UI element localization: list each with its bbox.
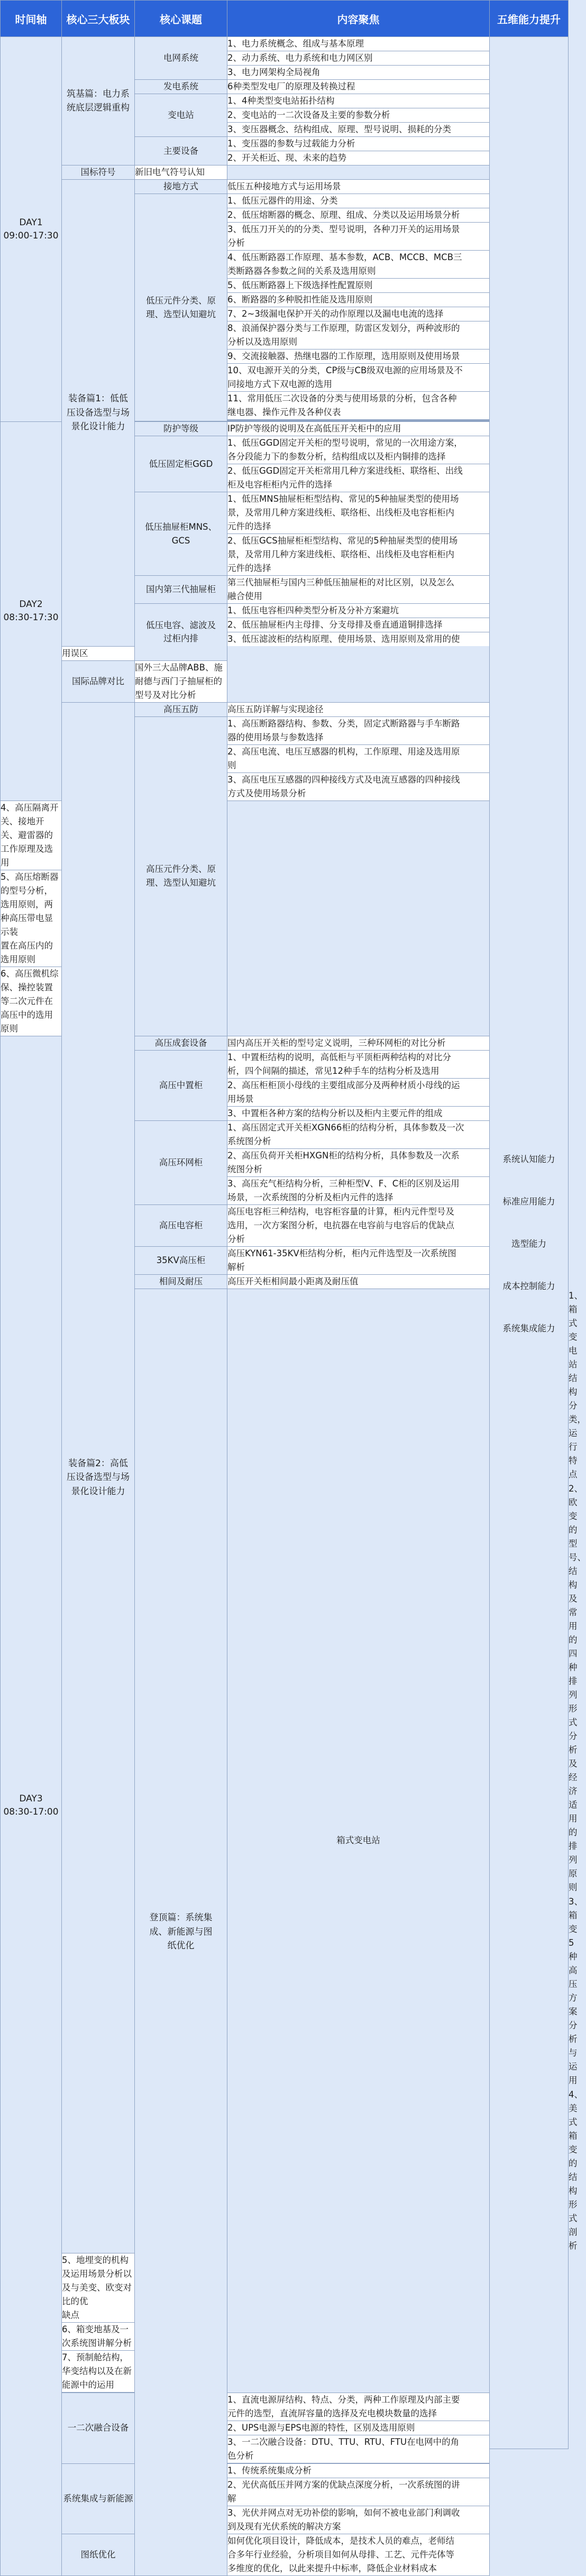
content-line: 2、低压GCS抽屉柜柜型结构、常见的5种抽屉类型的使用场 xyxy=(227,534,490,548)
content-line: 1、低压电容柜四种类型分析及分补方案避坑 xyxy=(227,604,490,618)
table-row: 3、箱变5种高压方案分析与运用 xyxy=(569,1896,583,2085)
content-line: 同接地方式下双电源的选用 xyxy=(227,378,490,392)
topic-ip-rating: 防护等级 xyxy=(135,422,227,436)
content-line: 8、浪涌保护器分类与工作原理，防雷区发划分，两种波形的 xyxy=(227,321,490,336)
content-line: 6、高压微机综保、操控装置等二次元件在高压中的选用原则 xyxy=(1,967,62,1036)
content-line: 景，及常用几种方案进线柜、联络柜、出线柜及电容柜柜内 xyxy=(227,548,490,562)
content-line: 1、低压MNS抽屉柜柜型结构、常见的5种抽屉类型的使用场 xyxy=(227,492,490,507)
content-line: 1、电力系统概念、组成与基本原理 xyxy=(227,37,490,51)
topic-phase-voltage: 相间及耐压 xyxy=(135,1274,227,1289)
topic-generation: 发电系统 xyxy=(135,80,227,94)
day3-cell xyxy=(1,1036,62,2575)
topic-hv-switchgear: 高压成套设备 xyxy=(135,1036,227,1050)
content-line: 新旧电气符号认知 xyxy=(135,165,227,180)
content-line: 1、变压器的参数与过载能力分析 xyxy=(227,137,490,151)
content-line: 3、高压充气柜结构分析，三种柜型V、F、C柜的区别及运用 xyxy=(227,1176,490,1191)
table-row: 2、欧变的型号、结构及常用的四种排列形式分析及经济适用 xyxy=(569,1483,586,1824)
content-line: 元件的选型，直流屏容量的选择及充电模块数量的选择 xyxy=(227,2407,490,2421)
content-line: 2、低压熔断器的概念、原理、组成、分类以及运用场景分析 xyxy=(227,208,490,223)
content-line: 6、箱变地基及一次系统图讲解分析 xyxy=(62,2322,135,2350)
content-line: 9、交流接触器、热继电器的工作原理，选用原则及使用场景 xyxy=(227,349,490,364)
content-line: 系统图分析 xyxy=(227,1135,490,1149)
content-line: 1、高压固定式开关柜XGN66柜的结构分析，具体参数及一次 xyxy=(227,1120,490,1135)
topic-ggd: 低压固定柜GGD xyxy=(135,436,227,492)
content-line: 分析 xyxy=(227,1232,490,1247)
ability-item: 成本控制能力 xyxy=(502,1281,555,1291)
table-row xyxy=(1,2463,569,2478)
table-row xyxy=(1,660,569,702)
content-line: 1、4种类型变电站拓扑结构 xyxy=(227,94,490,108)
content-line: 解 xyxy=(227,2492,490,2506)
content-line: 缺点 xyxy=(62,2308,135,2323)
content-line: 置在高压内的选用原则 xyxy=(1,939,62,967)
content-line: 高压电容柜三种结构，电容柜容量的计算，柜内元件型号及 xyxy=(227,1204,490,1219)
content-line: 7、2~3级漏电保护开关的动作原理以及漏电电流的选择 xyxy=(227,307,490,321)
content-line: 元件的选择 xyxy=(227,562,490,576)
table-row xyxy=(1,646,569,660)
content-line: 2、低压GGD固定开关柜常用几种方案进线柜、联络柜、出线 xyxy=(227,464,490,479)
content-line: 解析 xyxy=(227,1261,490,1275)
content-line: 1、高压断路器结构、参数、分类，固定式断路器与手车断路 xyxy=(227,716,490,731)
table-row xyxy=(1,2534,569,2548)
content-line: 2、开关柜近、现、未来的趋势 xyxy=(227,151,490,165)
topic-primary-secondary: 一二次融合设备 xyxy=(62,2393,135,2463)
content-line: 2、高压电流、电压互感器的机构，工作原理、用途及选用原 xyxy=(227,744,490,759)
header-timeline: 时间轴 xyxy=(1,1,62,37)
content-line: 色分析 xyxy=(227,2449,490,2463)
content-line: 3、光伏并网点对无功补偿的影响，如何不被电业部门利调收 xyxy=(227,2506,490,2520)
table-row xyxy=(1,2393,569,2407)
content-line: 2、动力系统、电力系统和电力网区别 xyxy=(227,51,490,66)
content-line: 1、低压GGD固定开关柜的型号说明，常见的一次用途方案， xyxy=(227,436,490,450)
content-line: 第三代抽屉柜与国内三种低压抽屉柜的对比区别，以及怎么 xyxy=(227,576,490,590)
content-line: 国内高压开关柜的型号定义说明，三种环网柜的对比分析 xyxy=(227,1036,490,1050)
content-line: 用误区 xyxy=(62,646,135,660)
module-hv-equipment: 装备篇2：高低 压设备选型与场 景化设计能力 xyxy=(62,702,135,2253)
topic-box-substation: 箱式变电站 xyxy=(227,1289,490,2393)
topic-main-equipment: 主要设备 xyxy=(135,137,227,165)
topic-substation: 变电站 xyxy=(135,94,227,137)
content-line: 2、光伏高低压并网方案的优缺点深度分析，一次系统图的讲 xyxy=(227,2478,490,2492)
content-line: 高压开关柜相间最小距离及耐压值 xyxy=(227,1274,490,1289)
content-line: 如何优化项目设计，降低成本，是技术人员的难点，老师结 xyxy=(227,2534,490,2548)
topic-integration-new-energy: 系统集成与新能源 xyxy=(62,2463,135,2534)
topic-capacitor-filter: 低压电容、滤波及 过柜内排 xyxy=(135,604,227,661)
header-topics: 核心课题 xyxy=(135,1,227,37)
topic-hv-center-cabinet: 高压中置柜 xyxy=(135,1050,227,1120)
content-line: 场景，一次系统图的分析及柜内元件的选择 xyxy=(227,1191,490,1205)
day-label: DAY1 xyxy=(19,217,43,228)
content-line: 元件的选择 xyxy=(227,520,490,534)
table-row xyxy=(1,37,569,51)
content-line: 3、高压电压互感器的四种接线方式及电流互感器的四种接线 xyxy=(227,772,490,787)
content-line: 器的使用场景与参数选择 xyxy=(227,731,490,745)
content-line: 5、低压断路器上下级选择性配置原则 xyxy=(227,279,490,293)
day-label: DAY3 xyxy=(19,1793,43,1805)
content-line: 选用，一次方案图分析，电抗器在电容前与电容后的优缺点 xyxy=(227,1219,490,1232)
topic-drawing-optimization: 图纸优化 xyxy=(62,2534,135,2575)
content-line: 高压五防详解与实现途径 xyxy=(227,702,490,716)
content-line: 1、低压元器件的用途、分类 xyxy=(227,194,490,208)
ability-item: 标准应用能力 xyxy=(502,1196,555,1207)
content-line: 2、高压负荷开关柜HXGN柜的结构分析，具体参数及一次系 xyxy=(227,1148,490,1163)
content-line: 柜及电容柜柜内元件的选择 xyxy=(227,478,490,492)
content-line: 3、低压滤波柜的结构原理、使用场景、选用原则及常用的使 xyxy=(227,632,490,647)
content-line: 5、高压熔断器的型号分析，选用原则，两种高压带电显示装 xyxy=(1,870,62,939)
topic-lv-components: 低压元件分类、原 理、选型认知避坑 xyxy=(135,194,227,421)
topic-third-gen: 国内第三代抽屉柜 xyxy=(135,576,227,604)
content-line: 3、中置柜各种方案的结构分析以及柜内主要元件的组成 xyxy=(227,1106,490,1120)
module-lv-equipment: 装备篇1：低低 压设备选型与场 景化设计能力 xyxy=(62,180,135,647)
content-line: 2、变电站的一二次设备及主要的参数分析 xyxy=(227,108,490,123)
table-row: 的排列原则 xyxy=(569,1827,578,1892)
table-row: 4、美式箱变的结构形式剖析 xyxy=(569,2089,583,2251)
content-line: 11、常用低压二次设备的分类与使用场景的分析，包含各种 xyxy=(227,392,490,406)
topic-35kv: 35KV高压柜 xyxy=(135,1246,227,1274)
content-line: 3、变压器概念、结构组成、原理、型号说明、损耗的分类 xyxy=(227,123,490,137)
content-line: 继电器、操作元件及各种仪表 xyxy=(227,406,490,420)
content-line: 2、高压柜柜顶小母线的主要组成部分及两种材质小母线的运 xyxy=(227,1078,490,1092)
header-content: 内容聚焦 xyxy=(227,1,490,37)
topic-hv-five-prevention: 高压五防 xyxy=(135,702,227,716)
content-line: 3、电力网架构全局视角 xyxy=(227,66,490,80)
day-time: 08:30-17:00 xyxy=(3,1807,59,1817)
header-abilities: 五维能力提升 xyxy=(490,1,569,37)
header-row xyxy=(1,1,569,37)
topic-gb-symbols: 国标符号 xyxy=(62,165,135,180)
content-line: 高压KYN61-35KV柜结构分析，柜内元件选型及一次系统图 xyxy=(227,1246,490,1261)
module-foundation: 筑基篇：电力系 统底层逻辑重构 xyxy=(62,37,135,165)
content-line: 多维度的优化，以此来提升中标率，降低企业材料成本 xyxy=(227,2562,490,2576)
ability-item: 选型能力 xyxy=(511,1238,546,1249)
content-line: 析，四个间隔的描述，常见12种手车的结构分析及选用 xyxy=(227,1064,490,1079)
content-line: 3、一二次融合设备：DTU、TTU、RTU、FTU在电网中的角 xyxy=(227,2435,490,2449)
content-line: 6、断路器的多种脱扣性能及选用原则 xyxy=(227,293,490,307)
topic-grounding: 接地方式 xyxy=(135,180,227,194)
day1-cell xyxy=(1,37,62,422)
content-line: 7、预制舱结构，华变结构以及在新能源中的运用 xyxy=(62,2350,135,2392)
topic-hv-components: 高压元件分类、原 理、选型认知避坑 xyxy=(135,716,227,1036)
content-line: 则 xyxy=(227,759,490,773)
content-line: 方式及使用场景分析 xyxy=(227,787,490,801)
topic-ring-main-unit: 高压环网柜 xyxy=(135,1120,227,1204)
day-time: 09:00-17:30 xyxy=(3,230,59,241)
content-line: 景，及常用几种方案进线柜、联络柜、出线柜及电容柜柜内 xyxy=(227,506,490,520)
table-row: 登顶篇：系统集 成、新能源与图 纸优化 箱式变电站 1、箱式变电站结构分类，运行特点 xyxy=(1,1289,569,1482)
table-row xyxy=(1,180,569,194)
content-line: 合多年行业经验，分析项目如何从母排、工艺、元件壳体等 xyxy=(227,2548,490,2562)
topic-mns-gcs: 低压抽屉柜MNS、 GCS xyxy=(135,492,227,576)
content-line: 2、UPS电源与EPS电源的特性，区别及选用原则 xyxy=(227,2421,490,2435)
content-line: 5、地埋变的机构及运用场景分析以及与美变、欧变对比的优 xyxy=(62,2253,135,2308)
content-line: 3、低压刀开关的的分类、型号说明，各种刀开关的运用场景 xyxy=(227,223,490,237)
day-time: 08:30-17:30 xyxy=(3,612,59,623)
content-line: 1、直流电源屏结构、特点、分类，两种工作原理及内部主要 xyxy=(227,2393,490,2407)
table-row xyxy=(1,702,569,716)
content-line: 统图分析 xyxy=(227,1163,490,1177)
content-line: 国外三大品牌ABB、施耐德与西门子抽屉柜的型号及对比分析 xyxy=(135,660,227,702)
content-line: 融合使用 xyxy=(227,590,490,604)
module-system-integration: 登顶篇：系统集 成、新能源与图 纸优化 xyxy=(135,1289,227,2575)
content-line: 10、双电源开关的分类，CP级与CB级双电源的应用场景及不 xyxy=(227,364,490,378)
content-line: 1、中置柜结构的说明，高低柜与平顶柜两种结构的对比分 xyxy=(227,1050,490,1064)
content-line: 低压五种接地方式与运用场景 xyxy=(227,180,490,194)
content-line: 6种类型发电厂的原理及转换过程 xyxy=(227,80,490,94)
topic-hv-capacitor: 高压电容柜 xyxy=(135,1204,227,1246)
ability-item: 系统集成能力 xyxy=(502,1323,555,1333)
content-line: 4、低压断路器工作原理、基本参数，ACB、MCCB、MCB三 xyxy=(227,251,490,265)
topic-power-grid: 电网系统 xyxy=(135,37,227,80)
day2-cell xyxy=(1,422,62,801)
content-line: 分析以及选用原则 xyxy=(227,335,490,349)
content-line: 分析 xyxy=(227,236,490,251)
content-line: IP防护等级的说明及在高低压开关柜中的应用 xyxy=(227,422,490,436)
topic-intl-brands: 国际品牌对比 xyxy=(62,660,135,702)
content-line: 2、低压抽屉柜内主母排、分支母排及垂直通道铜排选择 xyxy=(227,618,490,632)
content-line: 用场景 xyxy=(227,1092,490,1107)
ability-item: 系统认知能力 xyxy=(502,1154,555,1164)
content-line: 4、高压隔离开关、接地开关、避雷器的工作原理及选用 xyxy=(1,801,62,870)
day-label: DAY2 xyxy=(19,599,43,610)
content-line: 到及现有光伏系统的解决方案 xyxy=(227,2520,490,2534)
content-line: 类断路器各参数之间的关系及选用原则 xyxy=(227,264,490,279)
content-line: 1、传统系统集成分析 xyxy=(227,2463,490,2478)
abilities-cell xyxy=(490,37,569,2449)
table-row xyxy=(1,165,569,180)
content-line: 各分段能力下的参数分析，结构组成以及柜内铜排的选择 xyxy=(227,450,490,464)
header-modules: 核心三大板块 xyxy=(62,1,135,37)
